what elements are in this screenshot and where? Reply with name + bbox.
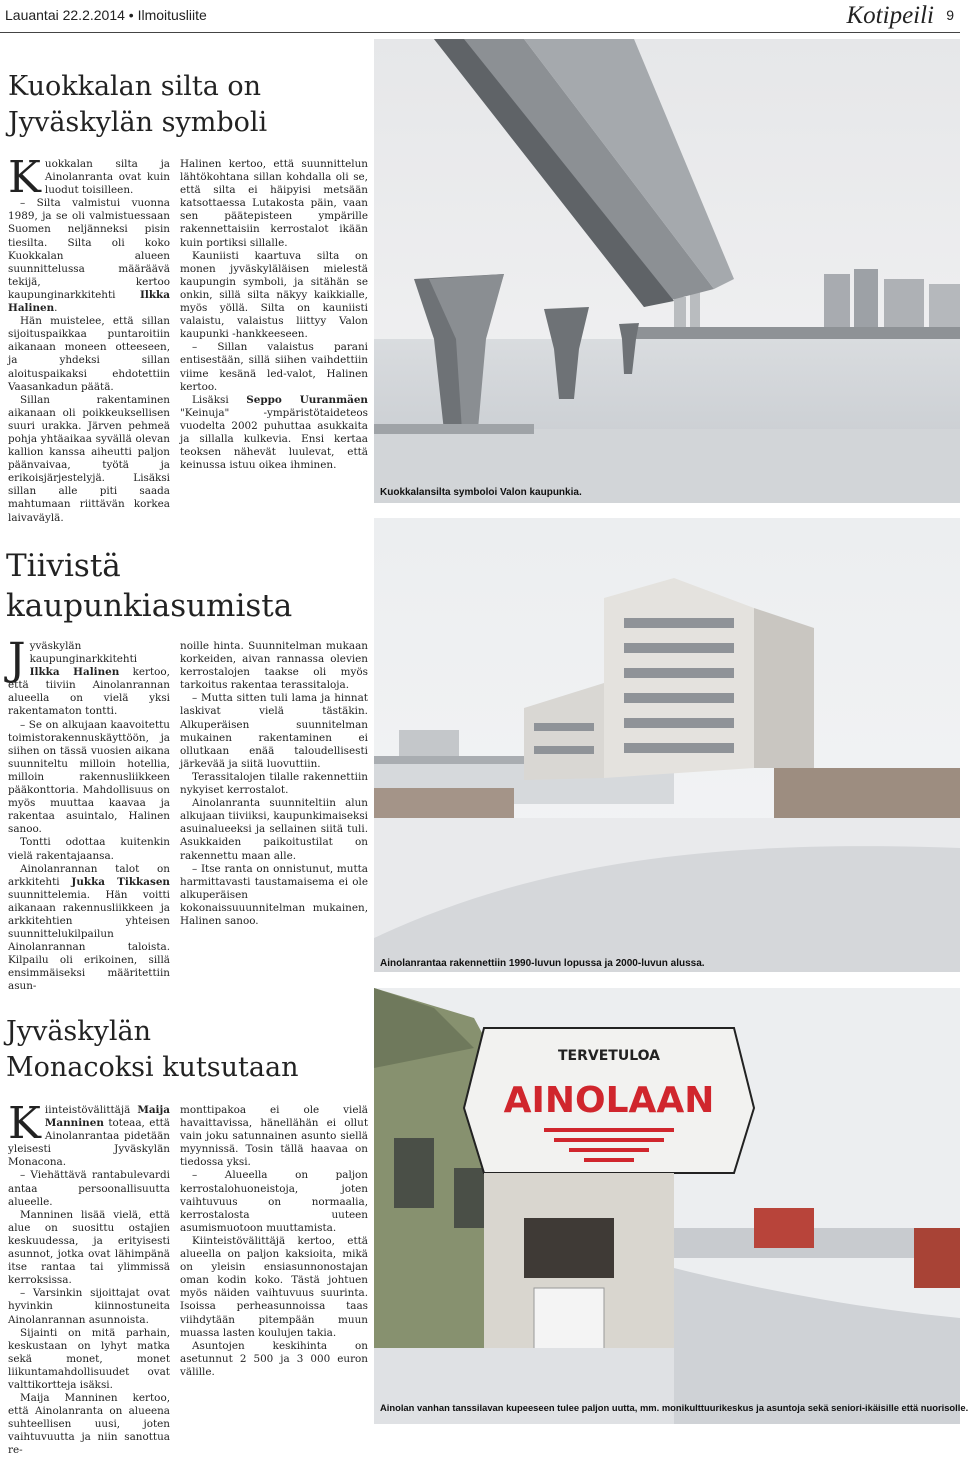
paragraph bbox=[180, 394, 368, 473]
paragraph bbox=[8, 836, 170, 862]
paragraph bbox=[8, 1209, 170, 1288]
paragraph-text: Tontti odottaa kuitenkin vielä rakentajaansa. bbox=[8, 836, 170, 862]
article3-headline-line2: Monacoksi kutsutaan bbox=[6, 1052, 299, 1083]
paragraph-text: Manninen lisää vielä, että alue on suosittu ostajien keskuudessa, ja erityisesti asunnot, jotka ovat lähimpänä itse rantaa tai ylimmissä kerroksissa. bbox=[8, 1208, 170, 1287]
paragraph-text: Terassitalojen tilalle rakennettiin nykyiset kerrostalot. bbox=[180, 770, 368, 797]
apartments-photo bbox=[374, 518, 960, 972]
paragraph-text: Kiinteistövälittäjä kertoo, että alueella on paljon kaksioita, mikä on yleisin ensiasunnonostajan oman kodin koko. Tästä johtuen myös näiden vaihtuvuus suurinta. Isoissa perheasunnoissa taas viihdytään pitempään muun muassa lasten koulujen takia. bbox=[180, 1234, 368, 1339]
paragraph-text: Kauniisti kaartuva silta on monen jyväskyläläisen mielestä kaupungin symboli, ja sitähän se onkin, sillä silta näkyy kaikkialle, myös yöllä. Silta on kauniisti valaistu, valaistus liittyy Valon kaupunki -hankkeeseen. bbox=[180, 249, 368, 341]
apartments-photo-caption: Ainolanrantaa rakennettiin 1990-luvun lopussa ja 2000-luvun alussa. bbox=[380, 958, 705, 969]
drop-cap: K bbox=[8, 152, 41, 203]
person-name: Ilkka Halinen bbox=[8, 288, 170, 315]
paragraph bbox=[180, 1104, 368, 1169]
paragraph bbox=[8, 1327, 170, 1392]
bridge-illustration bbox=[374, 39, 960, 503]
paragraph-text: . bbox=[54, 302, 58, 315]
paragraph bbox=[8, 1169, 170, 1208]
article2-headline bbox=[6, 546, 292, 626]
paragraph-text: – Se on alkujaan kaavoitettu toimistorakennuskäyttöön, ja siihen on tässä vuosien aikana suunniteltu milloin hotellia, milloin rakennusliikkeen pääkonttoria. Mahdollisuus on myös muuttaa kaavaa ja rakentaa asuintalo, Halinen sanoo. bbox=[8, 718, 170, 836]
paragraph-text: Hän muistelee, että sillan sijoituspaikkaa puntaroitiin aikanaan moneen otteeseen, ja yhdeksi sillan aloituspaikaksi ehdotettiin Vaasankadun päätä. bbox=[8, 315, 170, 393]
paragraph-text: noille hinta. Suunnitelman mukaan korkeiden, aivan rannassa olevien kerrostalojen taakse oli myös tarkoitus rakentaa terassitaloja. bbox=[180, 640, 368, 692]
paragraph bbox=[180, 640, 368, 692]
article1-headline-line1: Kuokkalan silta on bbox=[8, 71, 262, 102]
article3-column2 bbox=[180, 1104, 368, 1379]
bridge-photo-caption: Kuokkalansilta symboloi Valon kaupunkia. bbox=[380, 487, 582, 498]
paragraph bbox=[180, 1340, 368, 1379]
paragraph bbox=[180, 771, 368, 797]
paragraph-text: Lisäksi bbox=[192, 393, 247, 406]
paragraph-text: Sijainti on mitä parhain, keskustaan on lyhyt matka sekä monet, monet liikuntamahdollisuudet ovat valttikortteja isäksi. bbox=[8, 1326, 170, 1391]
bridge-photo bbox=[374, 39, 960, 503]
person-name: Seppo Uuranmäen bbox=[246, 393, 368, 406]
drop-cap: K bbox=[8, 1098, 41, 1149]
paragraph-text: Asuntojen keskihinta on asetunnut 2 500 ja 3 000 euron välille. bbox=[180, 1339, 368, 1378]
person-name: Ilkka Halinen bbox=[29, 666, 120, 679]
paragraph-text: monttipakoa ei ole vielä havaittavissa, hänellähän ei ollut vain joku satunnainen asunto siellä myynnissä. Tosin tällä haavaa on tiedossa yksi. bbox=[180, 1104, 368, 1169]
paragraph-text: – Sillan valaistus parani entisestään, sillä siihen vaihdettiin viime kesänä led-valot, Halinen kertoo. bbox=[180, 341, 368, 393]
paragraph-text: Ainolanranta suunniteltiin alun alkujaan tiiviiksi, kaupunkimaiseksi asuinalueeksi ja sellainen siitä tuli. Asukkaiden paikoitustilat on rakennettu maan alle. bbox=[180, 797, 368, 862]
paragraph bbox=[8, 152, 170, 203]
paragraph bbox=[8, 1098, 170, 1169]
paragraph-text: toteaa, että Ainolanrantaa pidetään yleisesti Jyväskylän Monacona. bbox=[8, 1117, 170, 1169]
paragraph bbox=[8, 1287, 170, 1326]
paragraph bbox=[180, 341, 368, 393]
paragraph-text: uokkalan silta ja Ainolanranta ovat kuin luodut toisilleen. bbox=[44, 158, 170, 197]
paragraph bbox=[180, 797, 368, 862]
paragraph-text: – Itse ranta on onnistunut, mutta harmittavasti taustamaisema ei ole alkuperäisen kokonaissuuunnitelman mukainen, Halinen sanoo. bbox=[180, 862, 368, 927]
person-name: Maija Manninen bbox=[44, 1104, 170, 1130]
paragraph bbox=[8, 197, 170, 315]
dance-pavilion-photo bbox=[374, 988, 960, 1424]
paragraph bbox=[180, 863, 368, 928]
paragraph-text: Maija Manninen kertoo, että Ainolanranta on alueena suhteellisen uusi, joten vaihtuvuutta ja niin sanottua re- bbox=[8, 1392, 170, 1457]
paragraph-text: – Viehättävä rantabulevardi antaa persoonallisuutta alueelle. bbox=[8, 1169, 170, 1208]
page-header bbox=[0, 0, 960, 34]
paragraph-text: suunnittelemia. Hän voitti aikanaan rakennusliikkeen ja arkkitehtien yhteisen suunnittelukilpailun Ainolanrannan taloista. Kilpailu oli erikoinen, sillä ensimmäiseksi määritettiin asun- bbox=[8, 888, 170, 993]
brand-logo: Kotipeili bbox=[846, 2, 934, 29]
article3-column1 bbox=[8, 1098, 170, 1458]
paragraph-text: iinteistövälittäjä bbox=[44, 1104, 138, 1116]
sign-welcome-text: TERVETULOA bbox=[558, 1048, 660, 1064]
paragraph-text: Ainolanrannan talot on arkkitehti bbox=[8, 862, 170, 888]
page-number: 9 bbox=[946, 7, 954, 23]
apartments-illustration bbox=[374, 518, 960, 972]
drop-cap: J bbox=[8, 634, 26, 685]
paragraph-text: yväskylän kaupunginarkkitehti bbox=[29, 640, 138, 666]
paragraph bbox=[180, 1169, 368, 1234]
article1-column1 bbox=[8, 152, 170, 525]
person-name: Jukka Tikkasen bbox=[71, 875, 170, 888]
dance-pavilion-illustration bbox=[374, 988, 960, 1424]
article1-headline bbox=[8, 69, 267, 141]
paragraph bbox=[8, 394, 170, 525]
article3-headline bbox=[6, 1014, 298, 1086]
paragraph bbox=[8, 1392, 170, 1457]
article1-column2 bbox=[180, 158, 368, 472]
paragraph bbox=[180, 250, 368, 342]
article2-headline-line2: kaupunkiasumista bbox=[6, 588, 293, 624]
paragraph-text: – Silta valmistui vuonna 1989, ja se oli valmistuessaan Suomen neljänneksi pisin tiesilta. Silta oli koko Kuokkalan alueen suunnittelussa määräävä tekijä, kertoo kaupunginarkkitehti bbox=[8, 197, 170, 301]
paragraph-text: – Mutta sitten tuli lama ja hinnat laskivat vielä tästäkin. Alkuperäisen suunnitelman mukainen rakentaminen ei ollutkaan enää taloudellisesti järkevää ja siitä luovuttiin. bbox=[180, 692, 368, 770]
issue-date: Lauantai 22.2.2014 • Ilmoitusliite bbox=[5, 7, 207, 23]
paragraph bbox=[180, 158, 368, 250]
article1-headline-line2: Jyväskylän symboli bbox=[8, 107, 268, 138]
paragraph bbox=[8, 315, 170, 394]
paragraph bbox=[8, 719, 170, 837]
paragraph-text: Halinen kertoo, että suunnittelun lähtökohtana sillan kohdalla oli se, että silta ei häipyisi metsään katsottaessa Lutakosta päin, vaan sen päätepisteen ympärille rakennettaisiin kerrostalot ikään kuin portiksi sillalle. bbox=[180, 158, 368, 249]
paragraph bbox=[8, 863, 170, 994]
paragraph bbox=[180, 692, 368, 771]
article3-headline-line1: Jyväskylän bbox=[6, 1016, 152, 1047]
pavilion-photo-caption: Ainolan vanhan tanssilavan kupeeseen tulee paljon uutta, mm. monikulttuurikeskus ja asuntoja sekä seniori-ikäisille että nuorisolle. bbox=[380, 1402, 968, 1413]
paragraph bbox=[8, 634, 170, 719]
paragraph-text: kertoo, että tiiviin Ainolanrannan alueella on vielä yksi rakentamaton tontti. bbox=[8, 666, 170, 718]
sign-ainolaan-text: AINOLAAN bbox=[503, 1080, 715, 1121]
paragraph-text: "Keinuja" -ympäristötaideteos vuodelta 2002 puhuttaa asukkaita ja sillalla kulkevia. Ensi kertaa teoksen nähevät luulevat, että keinussa istuu oikea ihminen. bbox=[180, 406, 368, 472]
paragraph-text: – Varsinkin sijoittajat ovat hyvinkin kiinnostuneita Ainolanrannan asunnoista. bbox=[8, 1287, 170, 1326]
header-divider bbox=[0, 32, 960, 33]
paragraph bbox=[180, 1235, 368, 1340]
paragraph-text: Sillan rakentaminen aikanaan oli poikkeuksellisen suuri urakka. Järven pehmeä pohja yhtäaikaa syvällä olevan kallion kanssa aiheutti paljon päänvaivaa, työtä ja erikoisjärjestelyjä. Lisäksi sillan alle piti saada mahtumaan riittävän korkea laivaväylä. bbox=[8, 393, 170, 524]
article2-headline-line1: Tiivistä bbox=[6, 548, 121, 584]
paragraph-text: – Alueella on paljon kerrostalohuoneistoja, joten vaihtuvuus on normaalia, kerrostalosta uuteen asumismuotoon muuttamista. bbox=[180, 1169, 368, 1234]
article2-column2 bbox=[180, 640, 368, 928]
article2-column1 bbox=[8, 634, 170, 994]
